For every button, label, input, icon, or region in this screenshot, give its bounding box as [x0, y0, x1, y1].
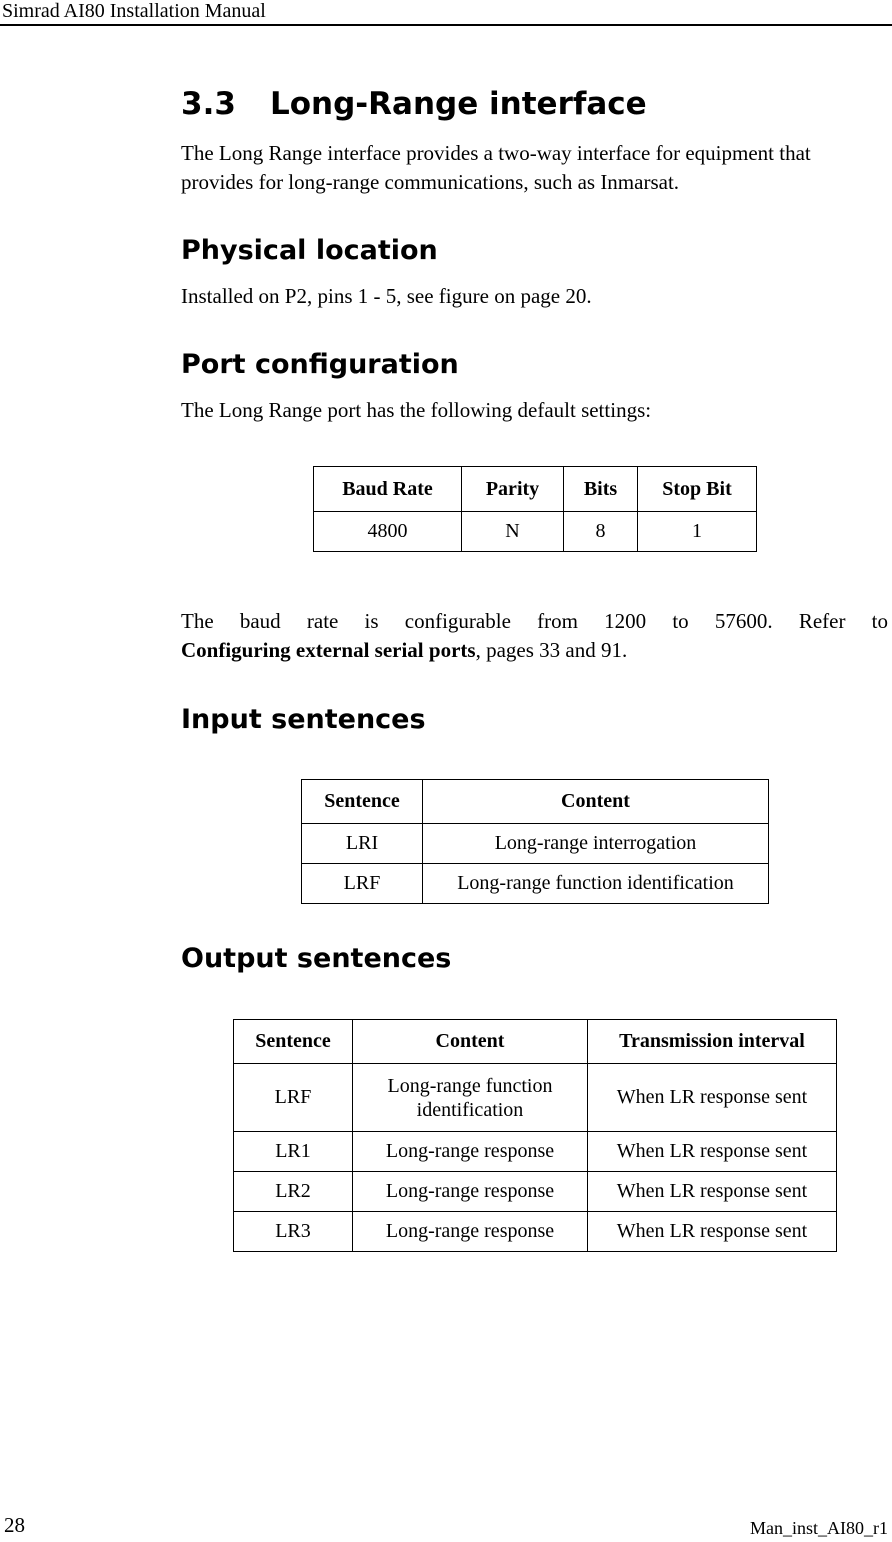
table-cell: Long-range response [353, 1132, 588, 1172]
port-configuration-text: The Long Range port has the following default settings: [181, 398, 652, 422]
table-cell: LRF [302, 864, 423, 904]
table-cell: When LR response sent [588, 1212, 837, 1252]
running-header [0, 0, 892, 26]
table-header-row [314, 467, 757, 512]
table-header-row [302, 780, 769, 824]
table-row [302, 824, 769, 864]
table-row [234, 1212, 837, 1252]
physical-location-text: Installed on P2, pins 1 - 5, see figure on page 20. [181, 284, 592, 308]
table-cell: LRI [302, 824, 423, 864]
table-cell: LR1 [234, 1132, 353, 1172]
table-row [234, 1132, 837, 1172]
section-title: Long-Range interface [270, 86, 647, 122]
table-cell: When LR response sent [588, 1132, 837, 1172]
table-cell: LR3 [234, 1212, 353, 1252]
column-header: Transmission interval [588, 1020, 837, 1064]
table-cell: LRF [234, 1064, 353, 1132]
baud-rate-note-line1: The baud rate is configurable from 1200 to 57600. Refer to [181, 609, 888, 633]
table-cell: Long-range response [353, 1172, 588, 1212]
column-header: Sentence [234, 1020, 353, 1064]
document-id: Man_inst_AI80_r1 [750, 1518, 888, 1538]
table-cell: When LR response sent [588, 1172, 837, 1212]
column-header: Sentence [302, 780, 423, 824]
table-cell: When LR response sent [588, 1064, 837, 1132]
table-cell: 1 [638, 512, 757, 552]
intro-paragraph: The Long Range interface provides a two-way interface for equipment that provides for long-range communications, such as Inmarsat. [181, 141, 811, 194]
table-cell: Long-range response [353, 1212, 588, 1252]
section-number: 3.3 [181, 86, 236, 122]
column-header: Stop Bit [638, 467, 757, 512]
table-cell: 4800 [314, 512, 462, 552]
column-header: Baud Rate [314, 467, 462, 512]
column-header: Content [353, 1020, 588, 1064]
cross-reference-pages: , pages 33 and 91. [475, 638, 628, 662]
table-cell: N [462, 512, 564, 552]
column-header: Parity [462, 467, 564, 512]
cross-reference-link: Configuring external serial ports [181, 638, 476, 662]
page-number: 28 [4, 1513, 25, 1537]
output-sentences-heading: Output sentences [181, 943, 452, 974]
physical-location-heading: Physical location [181, 235, 438, 266]
output-sentences-table [233, 1019, 837, 1252]
table-row [234, 1172, 837, 1212]
table-cell: 8 [564, 512, 638, 552]
table-row [234, 1064, 837, 1132]
port-configuration-heading: Port configuration [181, 349, 459, 380]
column-header: Content [423, 780, 769, 824]
input-sentences-table [301, 779, 769, 904]
table-row [314, 512, 757, 552]
manual-title: Simrad AI80 Installation Manual [2, 0, 266, 22]
table-cell: Long-range interrogation [423, 824, 769, 864]
port-settings-table [313, 466, 757, 552]
baud-rate-note-line2 [181, 636, 888, 665]
section-heading [181, 86, 647, 122]
table-cell: Long-range function identification [353, 1064, 588, 1132]
column-header: Bits [564, 467, 638, 512]
table-row [302, 864, 769, 904]
table-cell: LR2 [234, 1172, 353, 1212]
table-cell: Long-range function identification [423, 864, 769, 904]
input-sentences-heading: Input sentences [181, 704, 426, 735]
table-header-row [234, 1020, 837, 1064]
